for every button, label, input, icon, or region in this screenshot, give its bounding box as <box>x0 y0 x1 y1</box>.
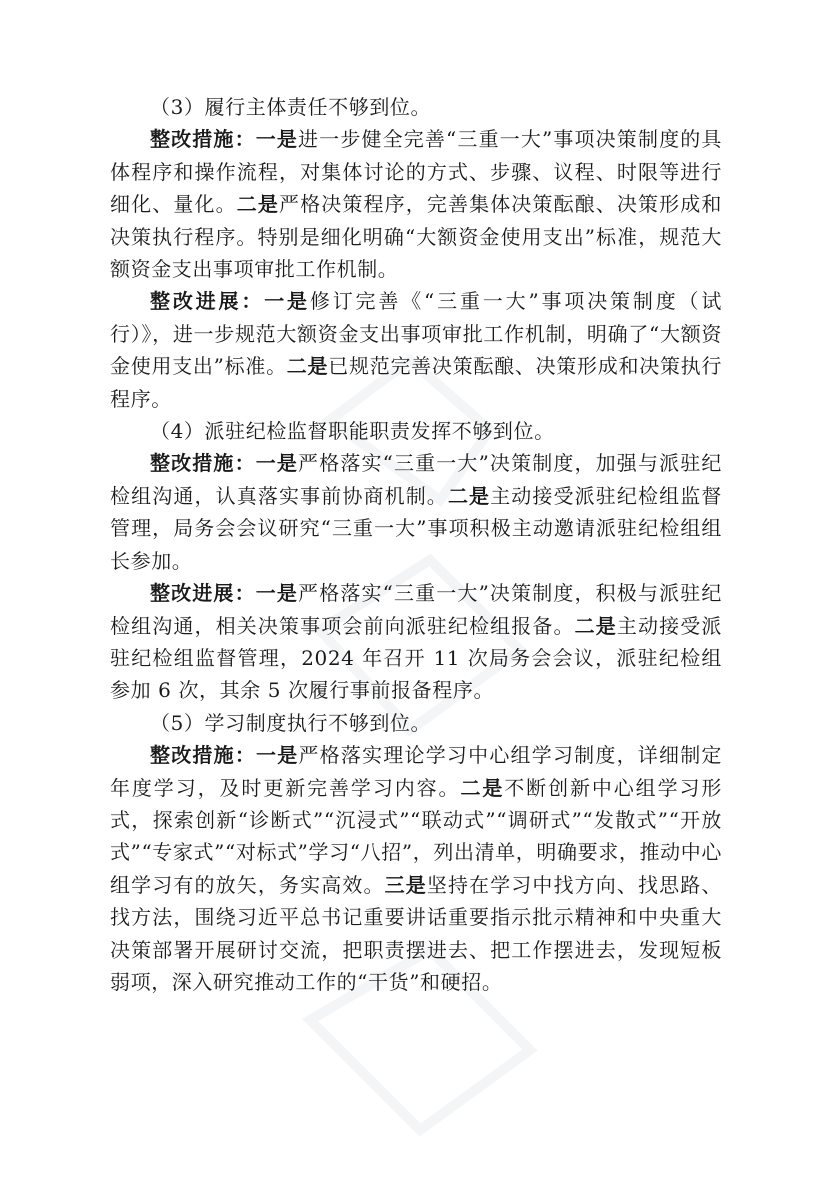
item-ordinal: 一是 <box>255 581 299 606</box>
progress-label: 整改进展： <box>150 289 265 314</box>
item-text: 严格决策程序，完善集体决策酝酿、决策形成和决策执行程序。特别是细化明确“大额资金使用支出”标准，规范大额资金支出事项审批工作机制。 <box>110 192 722 282</box>
measures-label: 整改措施： <box>150 127 256 152</box>
item-ordinal: 一是 <box>255 451 299 476</box>
section-5-measures <box>110 739 722 998</box>
item-text: 严格落实“三重一大”决策制度，积极与派驻纪检组沟通，相关决策事项会前向派驻纪检组报备。 <box>110 581 722 638</box>
item-ordinal: 二是 <box>286 354 329 379</box>
section-3-progress <box>110 285 722 415</box>
item-ordinal: 二是 <box>460 775 505 800</box>
section-3-measures <box>110 123 722 285</box>
section-heading-4: （4）派驻纪检监督职能职责发挥不够到位。 <box>150 419 555 444</box>
item-text: 严格落实“三重一大”决策制度，加强与派驻纪检组沟通，认真落实事前协商机制。 <box>110 451 722 508</box>
item-text: 严格落实理论学习中心组学习制度，详细制定年度学习，及时更新完善学习内容。 <box>110 743 723 800</box>
section-heading-3: （3）履行主体责任不够到位。 <box>150 95 432 119</box>
section-heading-5: （5）学习制度执行不够到位。 <box>150 710 432 735</box>
item-ordinal: 一是 <box>255 127 299 152</box>
measures-label: 整改措施： <box>150 451 256 476</box>
measures-label: 整改措施： <box>150 743 257 768</box>
item-ordinal: 一是 <box>264 289 310 314</box>
item-text: 主动接受派驻纪检组监督管理，2024 年召开 11 次局务会会议，派驻纪检组参加 6 次，其余 5 次履行事前报备程序。 <box>110 613 723 703</box>
section-4-progress <box>110 577 722 707</box>
item-text: 已规范完善决策酝酿、决策形成和决策执行程序。 <box>110 354 723 411</box>
item-text: 主动接受派驻纪检组监督管理，局务会会议研究“三重一大”事项积极主动邀请派驻纪检组组长参加。 <box>110 483 722 573</box>
item-ordinal: 一是 <box>256 743 299 768</box>
item-text: 修订完善《“三重一大”事项决策制度（试行）》，进一步规范大额资金支出事项审批工作机制，明确了“大额资金使用支出”标准。 <box>110 289 722 379</box>
progress-label: 整改进展： <box>150 581 256 606</box>
item-ordinal: 二是 <box>447 483 491 508</box>
section-4-measures <box>110 447 722 577</box>
document-body <box>110 91 722 998</box>
item-text: 坚持在学习中找方向、找思路、找方法，围绕习近平总书记重要讲话重要指示批示精神和中央重大决策部署开展研讨交流，把职责摆进去、把工作摆进去，发现短板弱项，深入研究推动工作的“干货”和硬招。 <box>110 872 722 994</box>
item-ordinal: 二是 <box>574 613 617 638</box>
item-ordinal: 二是 <box>236 192 279 217</box>
item-text: 进一步健全完善“三重一大”事项决策制度的具体程序和操作流程，对集体讨论的方式、步骤、议程、时限等进行细化、量化。 <box>110 127 722 217</box>
item-ordinal: 三是 <box>384 872 427 897</box>
item-text: 不断创新中心组学习形式，探索创新“诊断式”“沉浸式”“联动式”“调研式”“发散式”“开放式”“专家式”“对标式”学习“八招”，列出清单，明确要求，推动中心组学习有的放矢，务实高效。 <box>110 775 722 897</box>
